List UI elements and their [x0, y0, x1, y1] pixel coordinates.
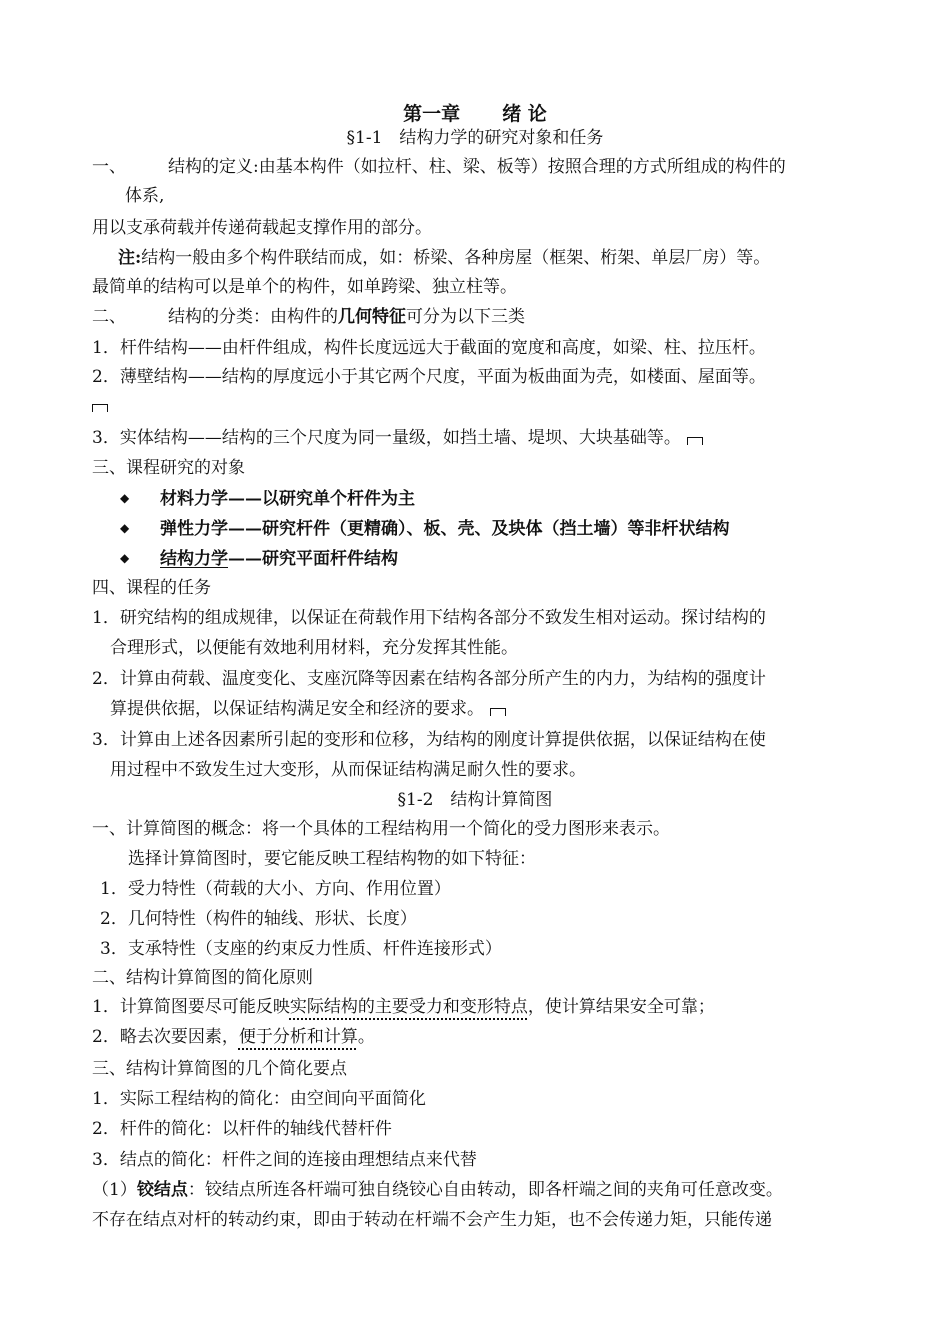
principle-1-text: 1．计算简图要尽可能反映	[92, 997, 290, 1017]
task-1-line-1: 1．研究结构的组成规律，以保证在荷载作用下结构各部分不致发生相对运动。探讨结构的	[92, 608, 766, 628]
bullet-icon: ◆	[120, 551, 130, 565]
bullet-item-2	[120, 518, 730, 539]
key-point-2: 2．杆件的简化：以杆件的轴线代替杆件	[92, 1119, 392, 1139]
classification-tail: 可分为以下三类	[406, 307, 525, 327]
bullet-icon: ◆	[120, 521, 130, 535]
feature-1: 1．受力特性（荷载的大小、方向、作用位置）	[100, 879, 451, 899]
bullet-text: ——研究平面杆件结构	[228, 549, 398, 569]
emphasis-dotted: 便于分析和计算	[238, 1027, 358, 1047]
emphasis-dotted: 实际结构的主要受力和变形特点	[289, 997, 528, 1017]
hinge-number: （1）	[92, 1180, 137, 1200]
bracket-mark	[490, 708, 506, 716]
note-label: 注:	[118, 248, 142, 268]
section-heading-1-2: §1-2 结构计算简图	[397, 790, 553, 810]
classification-bold: 几何特征	[338, 307, 406, 327]
task-2-text: 算提供依据，以保证结构满足安全和经济的要求。	[110, 699, 484, 719]
item-number: 二、	[92, 307, 126, 327]
chapter-title	[0, 104, 950, 124]
class-item-1: 1．杆件结构——由杆件组成，构件长度远远大于截面的宽度和高度，如梁、柱、拉压杆。	[92, 338, 766, 358]
hinge-joint-line-2: 不存在结点对杆的转动约束，即由于转动在杆端不会产生力矩，也不会传递力矩，只能传递	[92, 1210, 772, 1230]
definition-text: 结构的定义:由基本构件（如拉杆、柱、梁、板等）按照合理的方式所组成的构件的	[168, 157, 786, 177]
feature-2: 2．几何特性（构件的轴线、形状、长度）	[100, 909, 417, 929]
principle-1-tail: ，使计算结果安全可靠；	[527, 997, 715, 1017]
bullet-icon: ◆	[120, 491, 130, 505]
bracket-mark	[92, 404, 108, 412]
class-item-2: 2．薄壁结构——结构的厚度远小于其它两个尺度，平面为板曲面为壳，如楼面、屋面等。	[92, 367, 766, 387]
feature-3: 3．支承特性（支座的约束反力性质、杆件连接形式）	[100, 939, 502, 959]
classification-text: 结构的分类：由构件的	[168, 307, 338, 327]
note-line-1	[118, 248, 770, 268]
hinge-joint-line-1	[92, 1180, 783, 1200]
principle-2-tail: 。	[357, 1027, 375, 1047]
bracket-mark	[687, 437, 703, 445]
classification-heading	[92, 307, 525, 327]
key-point-3: 3．结点的简化：杆件之间的连接由理想结点来代替	[92, 1150, 477, 1170]
task-1-line-2: 合理形式，以便能有效地利用材料，充分发挥其性能。	[110, 638, 518, 658]
chapter-number: 第一章	[403, 103, 461, 125]
task-3-line-2: 用过程中不致发生过大变形，从而保证结构满足耐久性的要求。	[110, 760, 586, 780]
key-point-1: 1．实际工程结构的简化：由空间向平面简化	[92, 1089, 426, 1109]
section-heading-1-1: §1-1 结构力学的研究对象和任务	[346, 128, 604, 148]
bullet-underlined: 结构力学	[160, 549, 228, 569]
concept-subline: 选择计算简图时，要它能反映工程结构物的如下特征：	[128, 849, 536, 869]
definition-line-1	[92, 157, 786, 177]
bullet-text: 弹性力学——研究杆件（更精确）、板、壳、及块体（挡土墙）等非杆状结构	[160, 519, 730, 539]
task-2-line-2	[110, 699, 506, 719]
class-item-3-text: 3．实体结构——结构的三个尺度为同一量级，如挡土墙、堤坝、大块基础等。	[92, 428, 681, 448]
item-number: 一、	[92, 157, 126, 177]
definition-line-3: 用以支承荷载并传递荷载起支撑作用的部分。	[92, 218, 432, 238]
class-item-3	[92, 428, 703, 448]
definition-line-2: 体系,	[125, 186, 165, 206]
objects-heading: 三、课程研究的对象	[92, 458, 245, 478]
principle-2	[92, 1027, 375, 1047]
key-points-heading: 三、结构计算简图的几个简化要点	[92, 1059, 347, 1079]
bullet-item-3	[120, 548, 398, 569]
principle-1	[92, 997, 715, 1017]
bullet-item-1	[120, 488, 415, 509]
note-line-2: 最简单的结构可以是单个的构件，如单跨梁、独立柱等。	[92, 277, 517, 297]
note-text: 结构一般由多个构件联结而成，如：桥梁、各种房屋（框架、桁架、单层厂房）等。	[141, 248, 771, 268]
task-3-line-1: 3．计算由上述各因素所引起的变形和位移，为结构的刚度计算提供依据，以保证结构在使	[92, 730, 766, 750]
hinge-label: 铰结点	[136, 1180, 188, 1200]
concept-line: 一、计算简图的概念：将一个具体的工程结构用一个简化的受力图形来表示。	[92, 819, 670, 839]
tasks-heading: 四、课程的任务	[92, 578, 211, 598]
principles-heading: 二、结构计算简图的简化原则	[92, 968, 313, 988]
bullet-text: 材料力学——以研究单个杆件为主	[160, 489, 415, 509]
task-2-line-1: 2．计算由荷载、温度变化、支座沉降等因素在结构各部分所产生的内力，为结构的强度计	[92, 669, 766, 689]
principle-2-text: 2．略去次要因素，	[92, 1027, 239, 1047]
chapter-name: 绪 论	[502, 103, 547, 125]
hinge-text: ：铰结点所连各杆端可独自绕铰心自由转动，即各杆端之间的夹角可任意改变。	[187, 1180, 783, 1200]
